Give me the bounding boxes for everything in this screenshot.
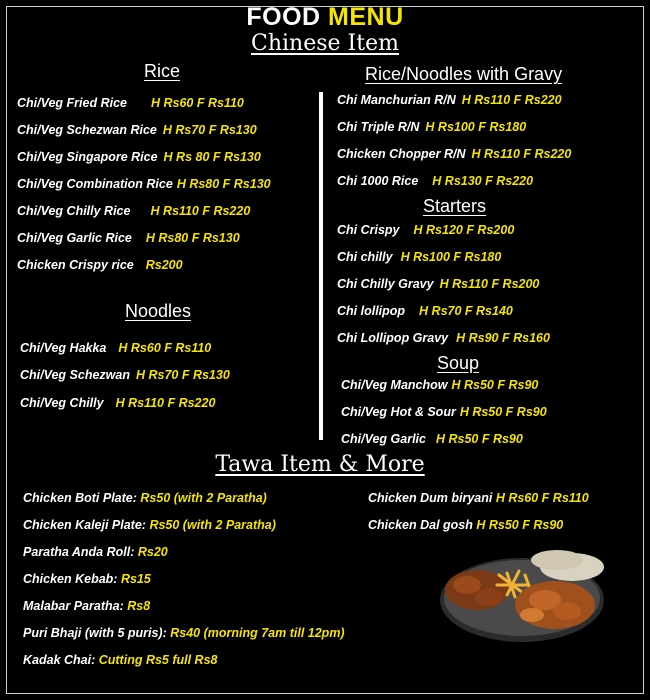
menu-item: Chicken Dal gosh H Rs50 F Rs90: [368, 518, 564, 532]
title-part1: FOOD: [246, 3, 321, 31]
menu-item: Chi/Veg Schezwan Rice H Rs70 F Rs130: [17, 123, 257, 137]
menu-item: Chi/Veg Manchow H Rs50 F Rs90: [341, 378, 539, 392]
menu-item: Chi/Veg Hot & Sour H Rs50 F Rs90: [341, 405, 547, 419]
menu-title: [0, 2, 650, 32]
rice-heading: Rice: [144, 61, 181, 81]
noodles-heading: Noodles: [125, 301, 192, 321]
menu-item: Chi Triple R/N H Rs100 F Rs180: [337, 120, 527, 134]
menu-item: Malabar Paratha: Rs8: [23, 599, 151, 613]
menu-item: Chi Lollipop Gravy H Rs90 F Rs160: [337, 331, 550, 345]
menu-item: Puri Bhaji (with 5 puris): Rs40 (morning 7am till 12pm): [23, 626, 345, 640]
menu-item: Kadak Chai: Cutting Rs5 full Rs8: [23, 653, 218, 667]
menu-item: Chicken Kebab: Rs15: [23, 572, 151, 586]
menu-item: Chi Chilly Gravy H Rs110 F Rs200: [337, 277, 540, 291]
menu-item: Chi/Veg Fried Rice H Rs60 F Rs110: [17, 96, 244, 110]
menu-item: Chicken Kaleji Plate: Rs50 (with 2 Paratha): [23, 518, 276, 532]
food-plate-image: [437, 545, 607, 645]
menu-item: Chi/Veg Hakka H Rs60 F Rs110: [20, 341, 212, 355]
menu-item: Chi/Veg Chilly Rice H Rs110 F Rs220: [17, 204, 251, 218]
menu-item: Chi/Veg Singapore Rice H Rs 80 F Rs130: [17, 150, 261, 164]
menu-item: Paratha Anda Roll: Rs20: [23, 545, 168, 559]
menu-item: Chi/Veg Schezwan H Rs70 F Rs130: [20, 368, 230, 382]
menu-item: Chi 1000 Rice H Rs130 F Rs220: [337, 174, 534, 188]
menu-item: Chi chilly H Rs100 F Rs180: [337, 250, 502, 264]
menu-item: Chi Crispy H Rs120 F Rs200: [337, 223, 515, 237]
starters-heading: Starters: [423, 196, 487, 216]
menu-item: Chi lollipop H Rs70 F Rs140: [337, 304, 513, 318]
tawa-heading: Tawa Item & More: [215, 452, 425, 477]
menu-item: Chi/Veg Chilly H Rs110 F Rs220: [20, 396, 216, 410]
menu-item: Chicken Chopper R/N H Rs110 F Rs220: [337, 147, 572, 161]
gravy-heading: Rice/Noodles with Gravy: [365, 64, 563, 84]
menu-item: Chi/Veg Combination Rice H Rs80 F Rs130: [17, 177, 271, 191]
menu-item: Chicken Crispy rice Rs200: [17, 258, 183, 272]
soup-heading: Soup: [437, 353, 480, 373]
menu-item: Chicken Boti Plate: Rs50 (with 2 Paratha): [23, 491, 267, 505]
title-part2: MENU: [328, 3, 404, 31]
menu-item: Chicken Dum biryani H Rs60 F Rs110: [368, 491, 589, 505]
menu-item: Chi Manchurian R/N H Rs110 F Rs220: [337, 93, 562, 107]
column-divider: [319, 92, 323, 440]
chinese-heading: Chinese Item: [251, 31, 399, 56]
menu-item: Chi/Veg Garlic H Rs50 F Rs90: [341, 432, 523, 446]
menu-item: Chi/Veg Garlic Rice H Rs80 F Rs130: [17, 231, 240, 245]
